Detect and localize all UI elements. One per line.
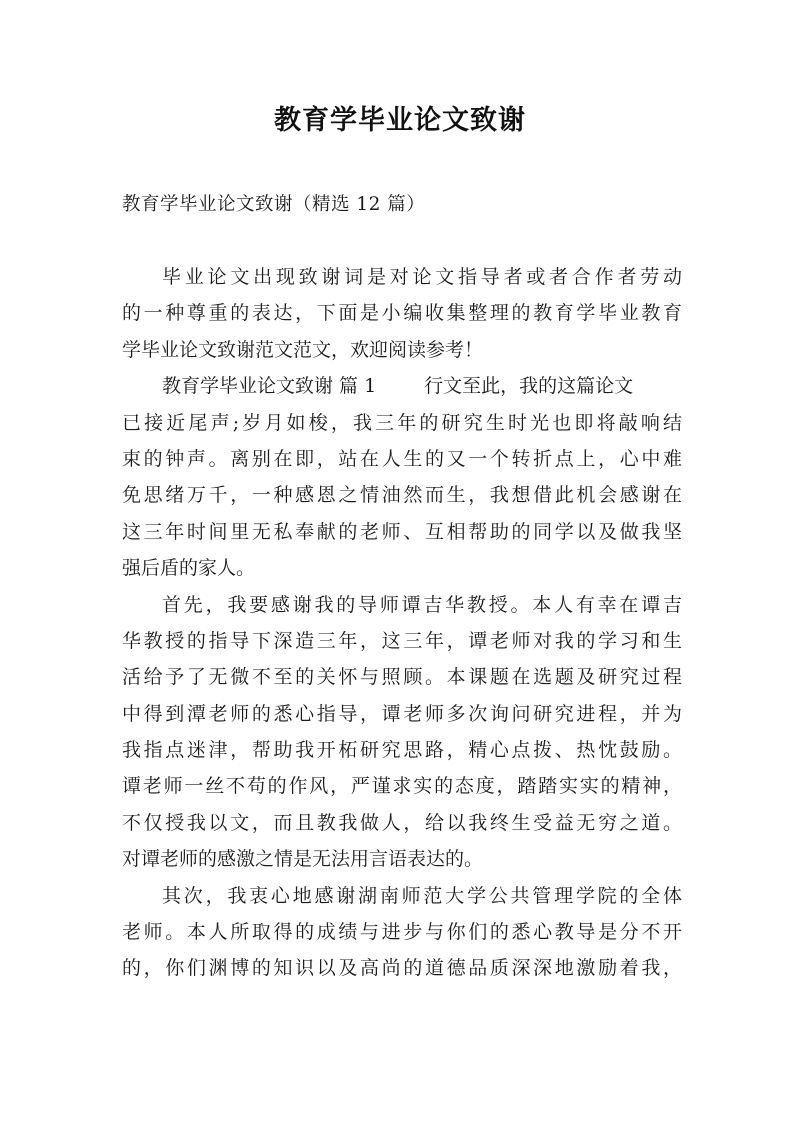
paragraph-line: 毕业论文出现致谢词是对论文指导者或者合作者劳动	[162, 266, 682, 288]
document-body	[122, 259, 682, 987]
paragraph-line: 中得到潭老师的悉心指导，谭老师多次询问研究进程，并为	[122, 702, 682, 725]
paragraph-line: 已接近尾声;岁月如梭，我三年的研究生时光也即将敲响结	[122, 411, 682, 434]
paragraph-line: 学毕业论文致谢范文范文，欢迎阅读参考！	[122, 338, 484, 361]
paragraph-line: 首先，我要感谢我的导师谭吉华教授。本人有幸在谭吉	[162, 593, 682, 616]
paragraph-line: 的，你们渊博的知识以及高尚的道德品质深深地激励着我，	[122, 957, 682, 980]
paragraph-line: 行文至此，我的这篇论文	[424, 375, 634, 398]
paragraph-line: 这三年时间里无私奉献的老师、互相帮助的同学以及做我坚	[122, 520, 682, 543]
paragraph-line: 老师。本人所取得的成绩与进步与你们的悉心教导是分不开	[122, 921, 682, 944]
paragraph-line: 华教授的指导下深造三年，这三年，谭老师对我的学习和生	[122, 629, 682, 652]
paragraph-line: 对谭老师的感激之情是无法用言语表达的。	[122, 848, 484, 871]
paragraph-line: 其次，我衷心地感谢湖南师范大学公共管理学院的全体	[162, 884, 682, 907]
document-title: 教育学毕业论文致谢	[274, 105, 526, 136]
section-heading-line	[122, 368, 682, 404]
section-heading: 教育学毕业论文致谢 篇 1	[162, 375, 377, 398]
paragraph-line: 我指点迷津，帮助我开柘研究思路，精心点拨、热忱鼓励。	[122, 739, 682, 762]
paragraph-line: 免思绪万千，一种感恩之情油然而生，我想借此机会感谢在	[122, 484, 682, 507]
paragraph-line: 不仅授我以文，而且教我做人，给以我终生受益无穷之道。	[122, 811, 682, 834]
paragraph-line: 谭老师一丝不苟的作风，严谨求实的态度，踏踏实实的精神，	[122, 775, 682, 798]
paragraph-line: 的一种尊重的表达，下面是小编收集整理的教育学毕业教育	[122, 302, 682, 325]
paragraph-line: 束的钟声。离别在即，站在人生的又一个转折点上，心中难	[122, 447, 682, 470]
paragraph-line: 强后盾的家人。	[122, 557, 256, 580]
paragraph-line: 活给予了无微不至的关怀与照顾。本课题在选题及研究过程	[122, 666, 682, 689]
document-subtitle: 教育学毕业论文致谢（精选 12 篇）	[122, 194, 426, 215]
